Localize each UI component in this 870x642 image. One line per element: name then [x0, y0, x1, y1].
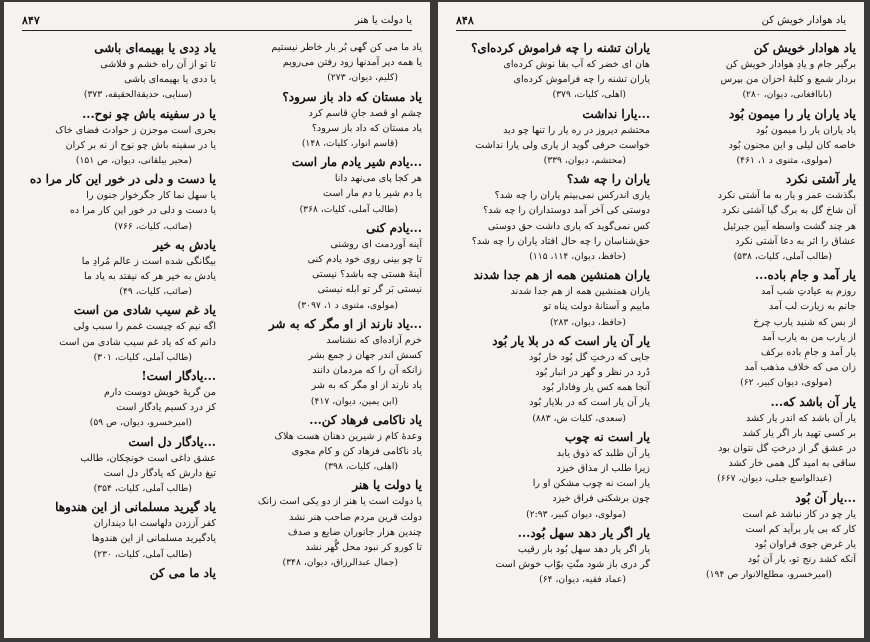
verse-line: یادگیرید مسلمانی از این هندوها — [91, 533, 216, 545]
entry — [454, 333, 650, 426]
verse-line: آنکه کشد رنج تو، یار آن بُود — [747, 554, 856, 566]
verse-line: یاری اندرکس نمی‌بینم یاران را چه شد؟ — [494, 190, 650, 202]
verse-line: محتشم دیروز در ره یار را تنها چو دید — [503, 124, 650, 136]
column-left — [20, 40, 216, 585]
verse-line: بردار شمع و کلبهٔ احزان من بپرس — [720, 74, 856, 86]
entry — [454, 40, 650, 103]
running-title: یاد هوادار خویش کن — [761, 15, 846, 26]
entry — [226, 220, 422, 313]
verse-line: هر کجا پای می‌نهد دانا — [334, 173, 422, 185]
citation: (طالب آملی، کلیات، ۳۶۸) — [299, 203, 398, 215]
citation: (سعدی، کلیات ش، ۸۸۳) — [532, 412, 626, 424]
entry — [660, 394, 856, 487]
verse-line: یا در سفینه باش چو نوح از نه بر کران — [65, 139, 216, 151]
verse-line: آن شاخ گل به برگ گیا آشتی نکرد — [722, 205, 856, 217]
entry — [20, 302, 216, 365]
citation: (طالب آملی، کلیات، ۲۳۰) — [93, 548, 192, 560]
running-title: یا دولت یا هنر — [354, 15, 412, 26]
verse-line: خاصه کان لیلی و این مجنون بُود — [728, 139, 856, 151]
entry — [20, 237, 216, 300]
verse-line: زانکه آن را که مردمان دانند — [312, 365, 422, 377]
entry-heading: یاد غم سیب شادی من است — [73, 303, 216, 318]
page-number: ۸۴۸ — [456, 14, 474, 27]
citation: (طالب آملی، کلیات، ۳۵۴) — [93, 483, 192, 495]
entry — [226, 316, 422, 409]
citation: (طالب آملی، کلیات، ۵۳۸) — [733, 251, 832, 263]
entry — [454, 525, 650, 588]
entry-heading: یار آن باشد که... — [770, 394, 856, 409]
verse-line: یار آن باشد که اندر یار کشد — [745, 412, 856, 424]
entry — [660, 171, 856, 264]
citation: (مجیر بیلقانی، دیوان، ص ۱۵۱) — [75, 155, 192, 167]
entry — [20, 368, 216, 431]
entry-heading: یاد هوادار خویش کن — [753, 41, 856, 55]
column-right — [226, 40, 422, 573]
entry-heading: ...یادگار است! — [141, 369, 216, 384]
entry-heading: یار اگر یار دهد سهل بُود... — [517, 525, 650, 540]
entry — [660, 490, 856, 583]
verse-line: جانم به زیارت لب آمد — [769, 301, 856, 313]
entry — [20, 565, 216, 582]
entry — [226, 154, 422, 217]
verse-line: یار چو در کار نباشد غم است — [742, 508, 856, 520]
entry — [226, 89, 422, 152]
verse-line: بیگانگی شده است ز عالم مُرادِ ما — [81, 255, 216, 267]
verse-line: کسش اندر جهان ز جمع بشر — [308, 350, 422, 362]
entry-heading: یاران را چه شد؟ — [566, 172, 650, 187]
verse-line: عشاق را اثر به دعا آشتی نکرد — [735, 235, 856, 247]
verse-line: عشق داغی است خونچکان، طالب — [80, 452, 216, 464]
entry-heading: ...یادم کنی — [366, 220, 422, 235]
verse-line: یا سهل نما کار جگرخوار جنون را — [86, 190, 216, 202]
verse-line: یا همه دیر آمدنها زود رفتن می‌رویم — [282, 57, 422, 69]
verse-line: یار است نه چوب مشکن او را — [532, 478, 650, 490]
citation: (صائب، کلیات، ۷۶۶) — [114, 220, 192, 232]
entry-heading: یاران تشنه را چه فراموش کرده‌ای؟ — [471, 41, 650, 55]
citation: (قاسم انوار، کلیات، ۱۴۸) — [301, 138, 398, 150]
verse-line: گر دری باز شود منّتِ بوّاب خوش است — [495, 559, 650, 571]
entry-heading: ...یارا نداشت — [582, 106, 650, 121]
verse-line: یاران همنشین همه از هم جدا شدند — [510, 286, 650, 298]
verse-line: تا چو بینی روی خود یادم کنی — [307, 254, 422, 266]
citation: (اهلی، کلیات، ۳۷۹) — [552, 89, 626, 101]
citation: (محتشم، دیوان، ۳۳۹) — [543, 155, 626, 167]
verse-line: بر کسی تهید بار اگر یار کشد — [742, 427, 856, 439]
entry-heading: یاد یاران یار را میمون بُود — [729, 106, 856, 121]
verse-line: یا دم شیر یا دم مار است — [323, 188, 422, 200]
verse-line: یا دولت است یا هنر از دو یکی است زانک — [257, 496, 422, 508]
verse-line: ساقی به امید گل همی خار کشد — [728, 458, 856, 470]
verse-line: کفر آززدن دلهاست ابا دینداران — [93, 518, 216, 530]
verse-line: هر چند گشت واسطه آیین جبرئیل — [723, 220, 856, 232]
left-page — [4, 2, 430, 638]
verse-line: یاد مستان که داد باز سرود؟ — [311, 122, 422, 134]
verse-line: جایی که درختِ گل بُود خار بُود — [529, 351, 650, 363]
entry — [454, 171, 650, 264]
verse-line: زیرا طلب از مذاق خیزد — [556, 463, 650, 475]
citation: (اهلی، کلیات، ۳۹۸) — [324, 461, 398, 473]
verse-line: برگیر جام و یادِ هوادار خویش کن — [725, 59, 856, 70]
verse-line: چندین هزار جانوران ضایع و صدف — [287, 526, 422, 538]
verse-line: اگه نیم که چیست غمم را سبب ولی — [73, 321, 216, 333]
entry-heading: یار است نه چوب — [564, 429, 650, 444]
entry-heading: یا در سفینه باش چو نوح... — [82, 106, 216, 121]
entry-heading: یاد دِدی یا بهیمه‌ای باشی — [94, 41, 216, 55]
verse-line: کز درد کسیم یادگار است — [116, 402, 216, 414]
entry — [226, 40, 422, 86]
verse-line: آینه آوردمت ای روشنی — [330, 238, 422, 250]
citation: (مولوی، مثنوی د ۱، ۴۶۱) — [736, 155, 832, 167]
verse-line: حق‌شناسان را چه حال افتاد یاران را چه شد؟ — [471, 235, 650, 247]
verse-line: تا کورو کر نبود محل گُهر نشد — [305, 542, 422, 554]
citation: (مولوی، مثنوی د ۱، ۳۰۹۷) — [297, 299, 398, 311]
citation: (عبدالواسع جبلی، دیوان، ۶۶۷) — [717, 473, 832, 485]
citation: (حافظ، دیوان، ۲۸۳) — [549, 316, 626, 328]
verse-line: یار اگر یار دهد سهل بُود بار رقیب — [517, 543, 650, 555]
column-left — [454, 40, 650, 590]
verse-line: یار غرض جوی فراوان بُود — [754, 539, 856, 551]
entry-heading: یار آن یار است که در بلا یار بُود — [492, 333, 650, 348]
verse-line: دُرد در نظر و گهر در انبار بُود — [535, 367, 650, 379]
citation: (مولوی، دیوان کبیر، ۲:۹۳) — [526, 508, 626, 520]
entry — [226, 477, 422, 570]
verse-line: یار آمد و جامِ باده برکف — [760, 347, 856, 359]
verse-line: بحری است موجزن ز حوادث فضای خاک — [55, 124, 216, 136]
verse-line: در عشق گر از درختِ گل نتوان بود — [718, 443, 856, 455]
entry — [20, 499, 216, 562]
citation: (باباافغانی، دیوان، ۲۸۰) — [742, 89, 832, 101]
verse-line: از یارب من به یارب آمد — [761, 331, 856, 343]
verse-line: یار آن طلبد که ذوق یابد — [556, 447, 650, 459]
right-page — [438, 2, 864, 638]
entry — [660, 40, 856, 103]
verse-line: یاد ما می کن گهی بُر بار خاطر نیستیم — [271, 42, 422, 53]
verse-line: ماییم و آستانهٔ دولت پناه تو — [543, 301, 650, 313]
entry-heading: یا دست و دلی در خور این کار مرا ده — [29, 172, 216, 187]
verse-line: یار آن یار است که در بلایار بُود — [529, 397, 650, 409]
entry — [660, 106, 856, 169]
entry-heading: یا دولت یا هنر — [352, 478, 422, 493]
entry-heading: ...یار آن بُود — [795, 490, 856, 505]
entry-heading: ...یادم شیر یادم مار است — [291, 155, 422, 170]
verse-line: یا دست و دلی در خور این کار مرا ده — [69, 205, 216, 217]
entry — [454, 106, 650, 169]
verse-line: دانم که که یاد غم سیب شادی من است — [59, 336, 216, 348]
verse-line: چشم او قصد جانِ قاسم کرد — [308, 107, 422, 119]
entry-heading: ...یادگار دل است — [128, 434, 216, 449]
verse-line: هان ای خضر که آب بقا نوش کرده‌ای — [503, 59, 650, 70]
verse-line: یاران تشنه را چه فراموش کرده‌ای — [513, 74, 650, 86]
verse-line: نیستی بَر گر تو ابله نیستی — [317, 284, 422, 296]
verse-line: خرم آزاده‌ای که نشناسد — [326, 334, 422, 346]
verse-line: وعدهٔ کام ز شیرین دهنان هست هلاک — [274, 430, 422, 442]
verse-line: آینهٔ هستی چه باشد؟ نیستی — [312, 269, 422, 281]
entry — [660, 267, 856, 390]
entry — [20, 434, 216, 497]
verse-line: دولت قرین مردم صاحب هنر نشد — [289, 511, 422, 523]
verse-line: زان می که خلاف مذهب آمد — [744, 362, 856, 374]
verse-line: من گریهٔ خویش دوست دارم — [104, 387, 216, 399]
verse-line: روزم به عیادتِ شب آمد — [761, 286, 856, 298]
verse-line: کار که بی یار برآید کم است — [745, 523, 856, 535]
page-header — [456, 14, 846, 31]
citation: (عماد فقیه، دیوان، ۶۴) — [539, 574, 626, 586]
page-header — [22, 14, 412, 31]
verse-line: کس نمی‌گوید که یاری داشت حق دوستی — [487, 220, 650, 232]
page-number: ۸۴۷ — [22, 14, 40, 27]
citation: (امیرخسرو، مطلع‌الانوار ص ۱۹۴) — [706, 569, 832, 581]
entry-heading: یار آمد و جام باده... — [754, 268, 856, 283]
citation: (کلیم، دیوان، ۲۷۳) — [327, 72, 398, 84]
citation: (طالب آملی، کلیات، ۳۰۱) — [93, 351, 192, 363]
citation: (جمال عبدالرزاق، دیوان، ۳۴۸) — [282, 557, 398, 569]
citation: (سنایی، حدیقة‌الحقیقه، ۳۷۳) — [83, 89, 192, 101]
verse-line: چون برشکنی فراق خیزد — [552, 493, 650, 505]
citation: (صائب، کلیات، ۴۹) — [119, 286, 192, 298]
entry — [454, 429, 650, 522]
entry-heading: ...یاد نارند از او مگر که به شر — [268, 316, 422, 331]
verse-line: یاد ناکامی فرهاد کن و کام مجوی — [291, 446, 422, 458]
verse-line: آنجا همه کس یار وفادار بُود — [541, 382, 650, 394]
entry-heading: یاد گیرید مسلمانی از این هندوها — [55, 500, 216, 515]
entry-heading: یاد مستان که داد باز سرود؟ — [282, 89, 422, 104]
entry — [226, 412, 422, 475]
entry-heading: یادش به خیر — [153, 237, 216, 252]
verse-line: تا تو از آن راه خشم و فلاشی — [100, 59, 216, 70]
entry — [20, 40, 216, 103]
entry-heading: یاد ما می کن — [149, 565, 216, 580]
citation: (مولوی، دیوان کبیر، ۶۲) — [740, 377, 832, 389]
citation: (ابن یمین، دیوان، ۴۱۷) — [310, 395, 398, 407]
verse-line: از بس که شنید یارب چرخ — [753, 316, 856, 328]
verse-line: بگذشت عمر و یار به ما آشتی نکرد — [717, 190, 856, 202]
citation: (امیرخسرو، دیوان، ص ۵۹) — [89, 417, 192, 429]
entry — [20, 171, 216, 234]
verse-line: یاد یاران یار را میمون بُود — [755, 124, 856, 136]
entry — [20, 106, 216, 169]
citation: (حافظ، دیوان، ۱۱۴، ۱۱۵) — [529, 251, 626, 263]
verse-line: خواست حرفی گوید از یاری ولی یارا نداشت — [475, 139, 650, 151]
entry-heading: یاد ناکامی فرهاد کن... — [309, 412, 422, 427]
verse-line: یا ددی یا بهیمه‌ای باشی — [124, 74, 216, 86]
verse-line: تیغ دارش که یادگار دل است — [103, 467, 216, 479]
entry — [454, 267, 650, 330]
entry-heading: یاران همنشین همه از هم جدا شدند — [473, 268, 650, 283]
verse-line: یادش به خیر هر که نیفتد به یاد ما — [83, 271, 216, 283]
verse-line: دوستی کی آخر آمد دوستداران را چه شد؟ — [483, 205, 650, 217]
verse-line: یاد نارند از او مگر که به شر — [311, 380, 422, 392]
column-right — [660, 40, 856, 586]
entry-heading: یار آشتی نکرد — [785, 172, 856, 187]
